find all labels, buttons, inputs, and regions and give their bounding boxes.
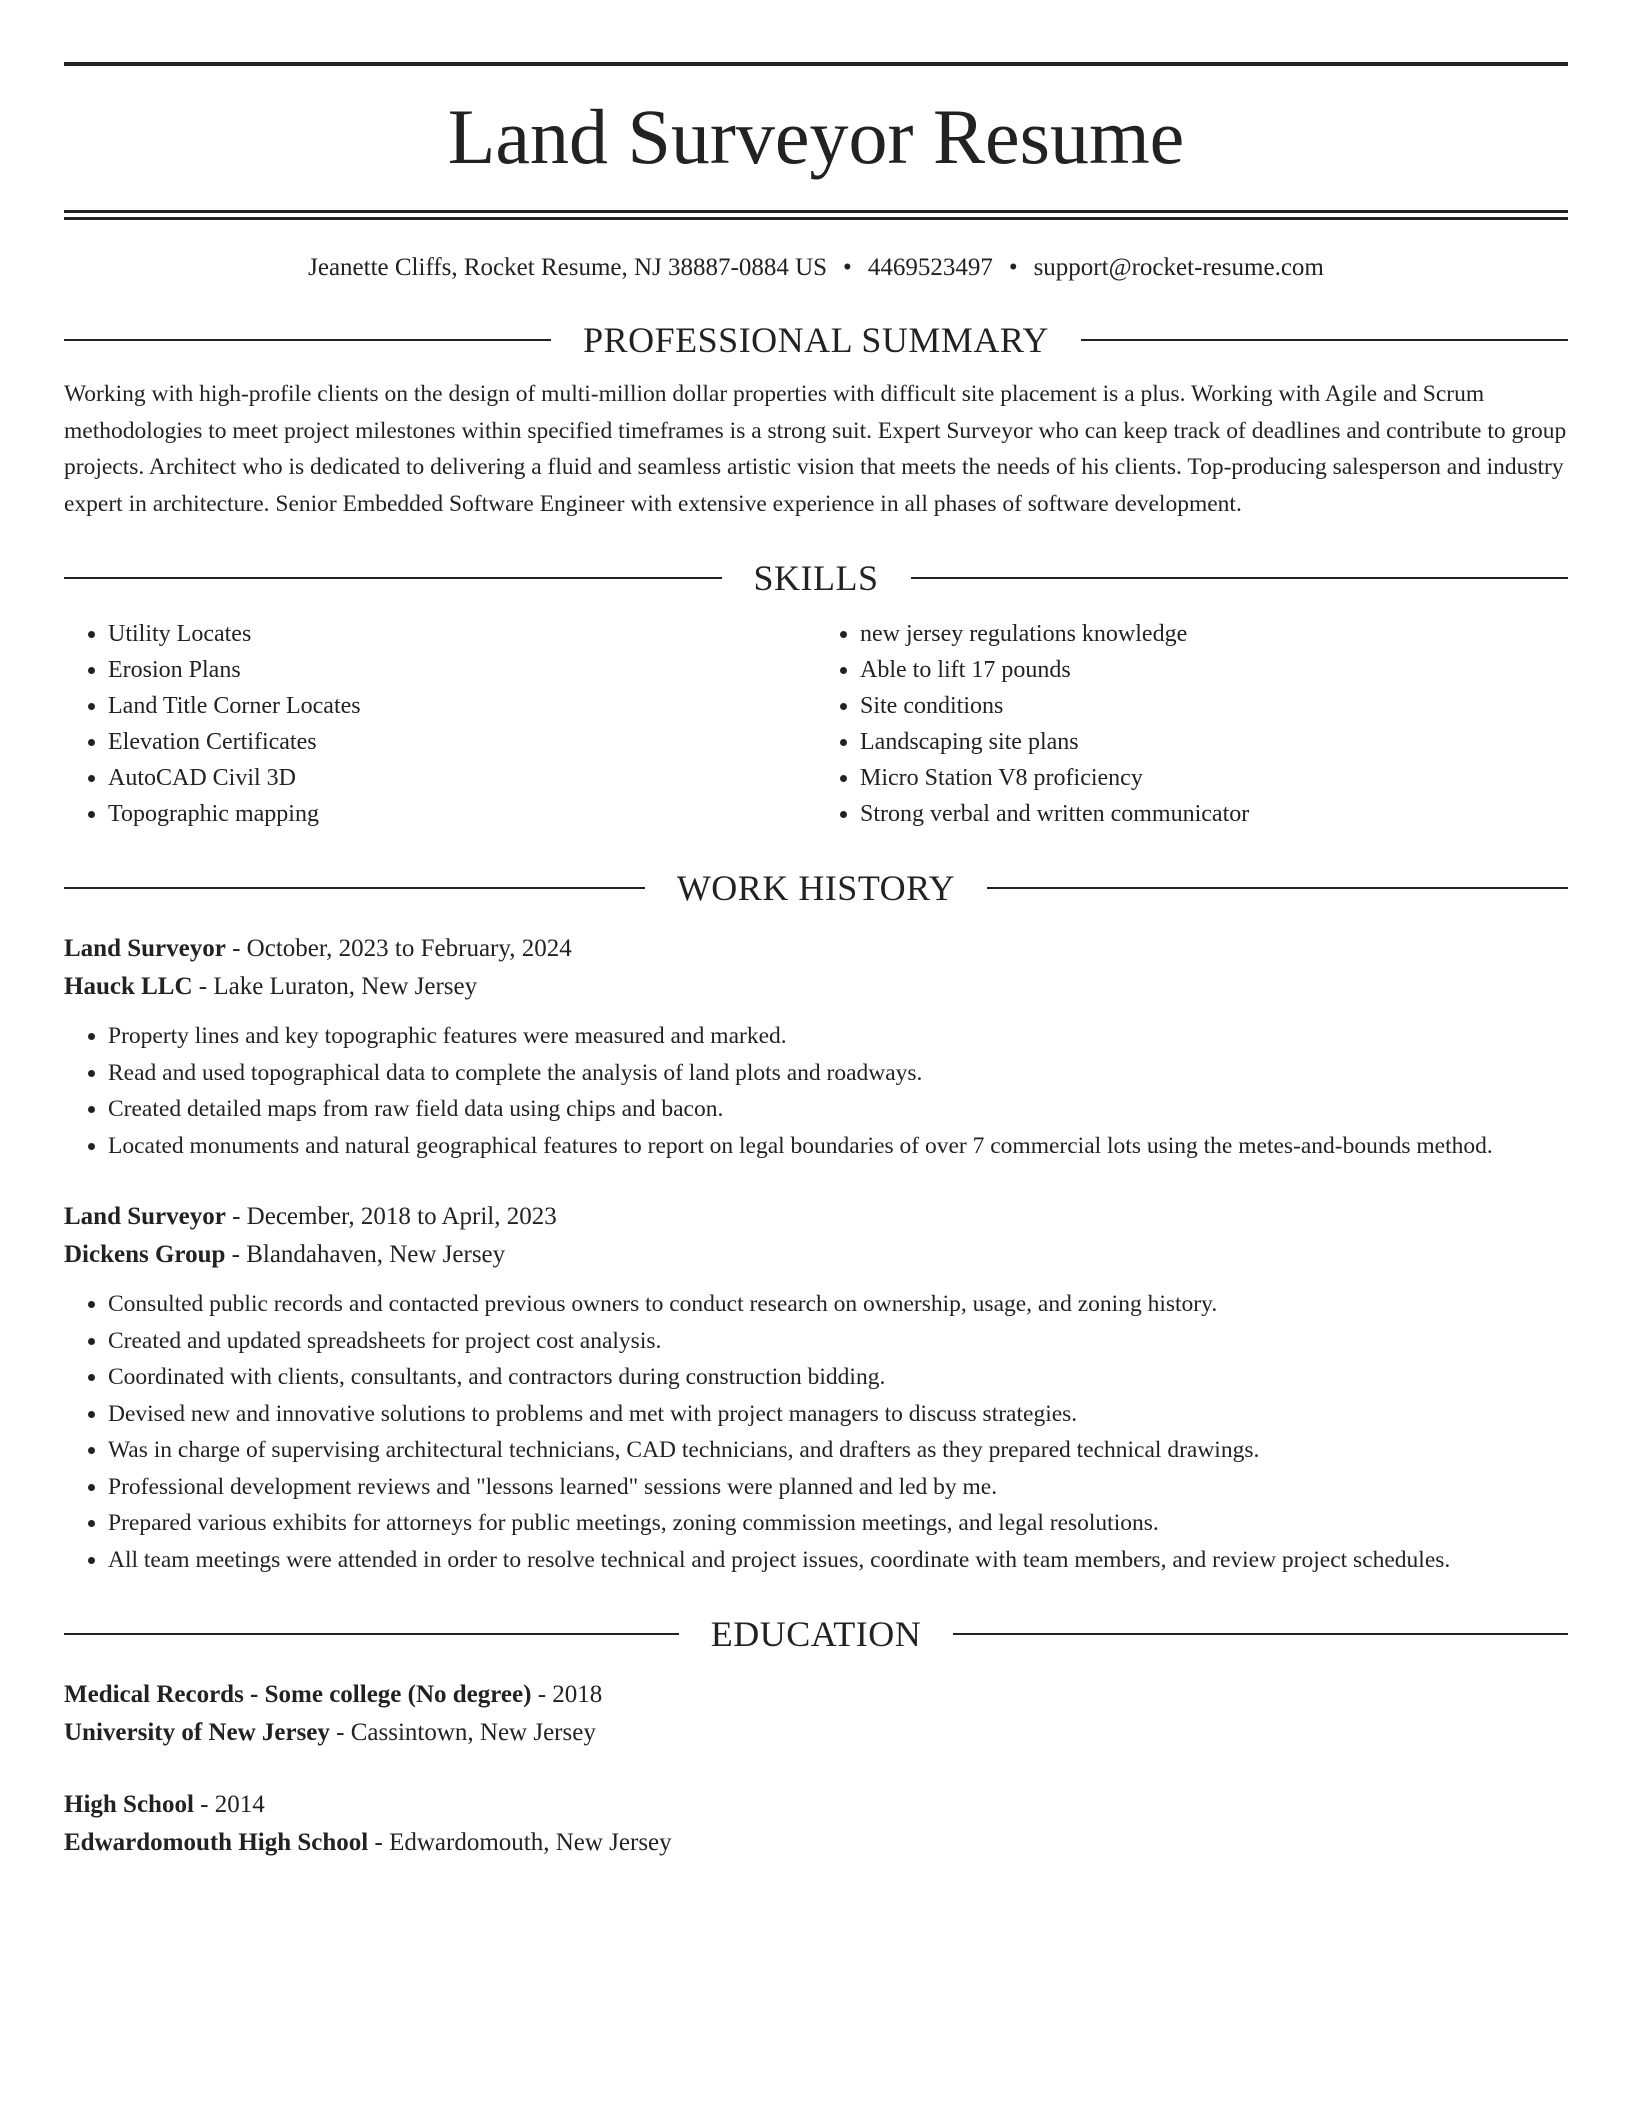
skill-item: • Topographic mapping: [108, 796, 816, 832]
contact-email: support@rocket-resume.com: [1033, 254, 1324, 281]
job-entry: [64, 930, 1568, 1164]
education-school-line: [64, 1714, 1568, 1752]
education-degree-line: [64, 1786, 1568, 1824]
skills-section-heading: [64, 556, 1568, 600]
work-heading: WORK HISTORY: [676, 868, 956, 908]
top-rule: [64, 62, 1568, 66]
skills-left-list: [64, 616, 816, 832]
summary-text: Working with high-profile clients on the design of multi-million dollar properties with difficult site placement is a plus. Working with Agile and Scrum methodologies to meet project milestones within specified timeframes is a strong suit. Expert Surveyor who can keep track of deadlines and contribute to group projects. Architect who is dedicated to delivering a fluid and seamless artistic vision that meets the needs of his clients. Top-producing salesperson and industry expert in architecture. Senior Embedded Software Engineer with extensive experience in all phases of software development.: [64, 381, 1567, 517]
job-bullet: • Prepared various exhibits for attorneys for public meetings, zoning commission meetings, and legal resolutions.: [108, 1505, 1568, 1542]
education-year: - 2018: [531, 1681, 603, 1708]
skill-item: • Land Title Corner Locates: [108, 688, 816, 724]
education-year: - 2014: [193, 1791, 265, 1818]
job-company-line: [64, 1236, 1568, 1274]
skill-item: • Micro Station V8 proficiency: [860, 760, 1568, 796]
job-title-line: [64, 1198, 1568, 1236]
education-school-line: [64, 1824, 1568, 1862]
education-entry: [64, 1786, 1568, 1862]
job-bullets: [64, 1018, 1568, 1164]
job-bullet: • Read and used topographical data to complete the analysis of land plots and roadways.: [108, 1055, 1568, 1092]
skills-heading: SKILLS: [753, 558, 879, 598]
education-heading: EDUCATION: [710, 1614, 922, 1654]
skill-item: • Landscaping site plans: [860, 724, 1568, 760]
summary-section-heading: [64, 318, 1568, 362]
skill-item: • Utility Locates: [108, 616, 816, 652]
education-location: - Cassintown, New Jersey: [329, 1719, 596, 1746]
education-school: University of New Jersey: [64, 1719, 330, 1746]
job-bullet: • Coordinated with clients, consultants, and contractors during construction bidding.: [108, 1359, 1568, 1396]
heading-rule-right: [953, 1633, 1568, 1635]
job-bullet: • All team meetings were attended in order to resolve technical and project issues, coordinate with team members, and review project schedules.: [108, 1542, 1568, 1579]
job-dates: - December, 2018 to April, 2023: [225, 1203, 557, 1230]
heading-rule-left: [64, 339, 551, 341]
education-location: - Edwardomouth, New Jersey: [368, 1829, 672, 1856]
heading-rule-left: [64, 1633, 679, 1635]
heading-rule-left: [64, 577, 722, 579]
job-bullet: • Devised new and innovative solutions to problems and met with project managers to discuss strategies.: [108, 1396, 1568, 1433]
job-company-line: [64, 968, 1568, 1006]
contact-address: Jeanette Cliffs, Rocket Resume, NJ 38887-0884 US: [308, 254, 828, 281]
job-entry: [64, 1198, 1568, 1578]
skills-columns: [64, 616, 1568, 832]
job-bullet: • Located monuments and natural geographical features to report on legal boundaries of over 7 commercial lots using the metes-and-bounds method.: [108, 1128, 1568, 1165]
job-title: Land Surveyor: [64, 935, 226, 962]
job-bullets: [64, 1286, 1568, 1578]
title-double-rule: [64, 210, 1568, 220]
contact-line: [64, 252, 1568, 284]
skills-right-list: [816, 616, 1568, 832]
skill-item: • Strong verbal and written communicator: [860, 796, 1568, 832]
summary-heading: PROFESSIONAL SUMMARY: [583, 320, 1049, 360]
skill-item: • Elevation Certificates: [108, 724, 816, 760]
education-degree: Medical Records - Some college (No degree): [64, 1681, 532, 1708]
job-location: - Blandahaven, New Jersey: [225, 1241, 506, 1268]
job-company: Hauck LLC: [64, 973, 193, 1000]
skill-item: • Erosion Plans: [108, 652, 816, 688]
skill-item: • Able to lift 17 pounds: [860, 652, 1568, 688]
education-entry: [64, 1676, 1568, 1752]
contact-separator: •: [843, 254, 852, 281]
education-degree: High School: [64, 1791, 194, 1818]
job-location: - Lake Luraton, New Jersey: [192, 973, 478, 1000]
education-section-heading: [64, 1612, 1568, 1656]
work-section-heading: [64, 866, 1568, 910]
job-bullet: • Was in charge of supervising architectural technicians, CAD technicians, and drafters as they prepared technical drawings.: [108, 1432, 1568, 1469]
job-company: Dickens Group: [64, 1241, 226, 1268]
skill-item: • new jersey regulations knowledge: [860, 616, 1568, 652]
education-school: Edwardomouth High School: [64, 1829, 369, 1856]
education-degree-line: [64, 1676, 1568, 1714]
contact-phone: 4469523497: [867, 254, 993, 281]
resume-title: Land Surveyor Resume: [447, 93, 1185, 180]
contact-separator: •: [1008, 254, 1018, 281]
job-dates: - October, 2023 to February, 2024: [225, 935, 572, 962]
job-bullet: • Created and updated spreadsheets for project cost analysis.: [108, 1323, 1568, 1360]
heading-rule-left: [64, 887, 645, 889]
job-bullet: • Consulted public records and contacted previous owners to conduct research on ownership, usage, and zoning history.: [108, 1286, 1568, 1323]
skill-item: • AutoCAD Civil 3D: [108, 760, 816, 796]
job-title-line: [64, 930, 1568, 968]
job-bullet: • Professional development reviews and "lessons learned" sessions were planned and led by me.: [108, 1469, 1568, 1506]
job-bullet: • Property lines and key topographic features were measured and marked.: [108, 1018, 1568, 1055]
job-title: Land Surveyor: [64, 1203, 226, 1230]
heading-rule-right: [987, 887, 1568, 889]
skill-item: • Site conditions: [860, 688, 1568, 724]
heading-rule-right: [911, 577, 1569, 579]
heading-rule-right: [1081, 339, 1568, 341]
job-bullet: • Created detailed maps from raw field data using chips and bacon.: [108, 1091, 1568, 1128]
